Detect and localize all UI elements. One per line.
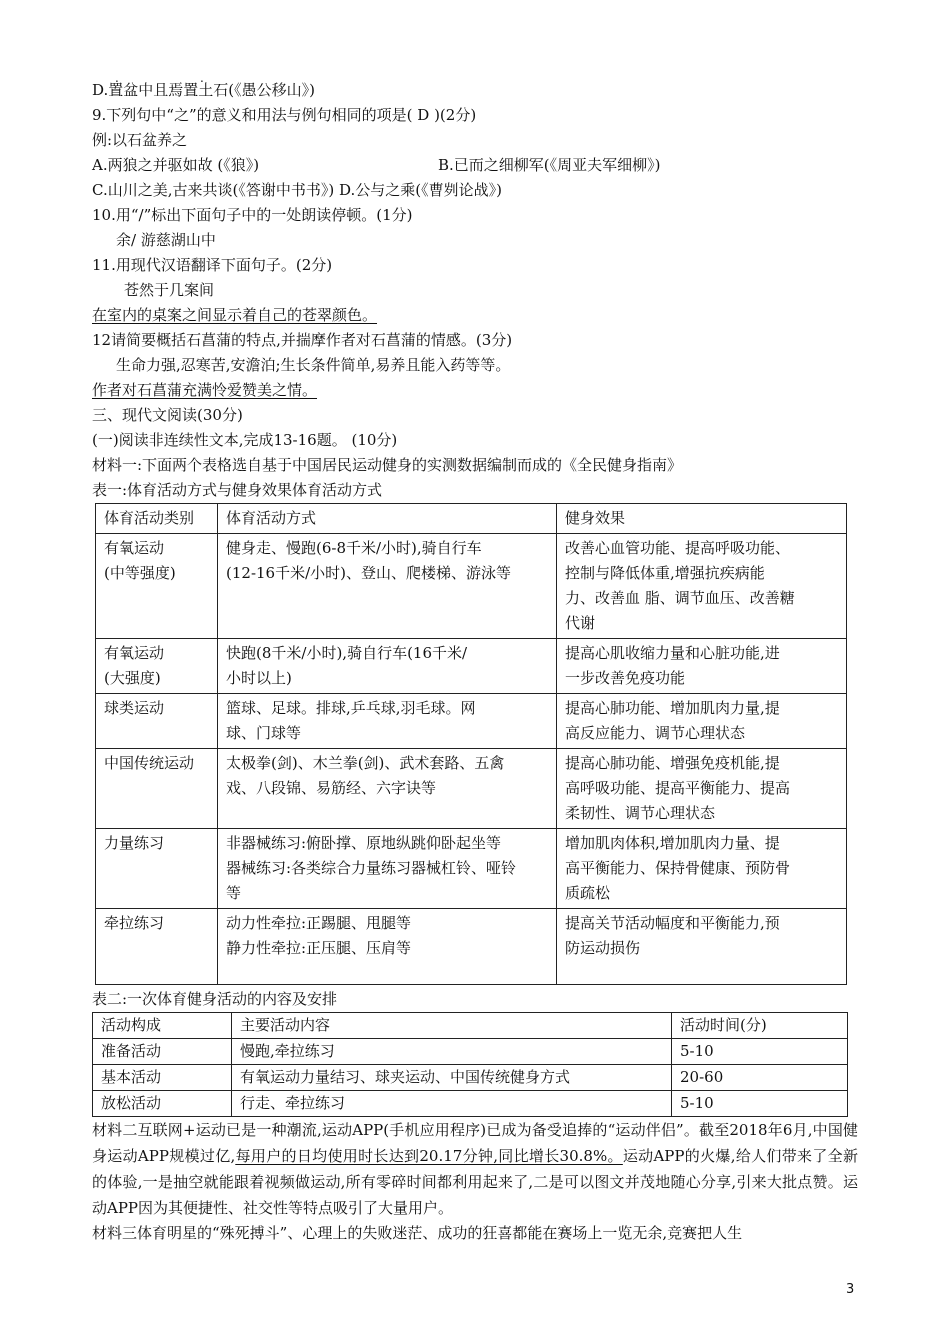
table-cell: 有氧运动 (大强度) <box>96 639 218 694</box>
question-12-answer-2: 作者对石菖蒲充满怜爱赞美之情。 <box>92 381 318 399</box>
document-page <box>92 71 864 1246</box>
table-cell: 基本活动 <box>93 1065 232 1091</box>
material-3-paragraph: 材料三体育明星的“殊死搏斗”、心理上的失败迷茫、成功的狂喜都能在赛场上一览无余,竞赛把人生 <box>92 1224 743 1242</box>
table-cell: 太极拳(剑)、木兰拳(剑)、武术套路、五禽 戏、八段锦、易筋经、六字诀等 <box>218 749 557 829</box>
material-2-paragraph <box>92 1117 858 1221</box>
question-10-answer: 余/ 游慈湖山中 <box>116 231 216 249</box>
table-cell: 非器械练习:俯卧撑、原地纵跳仰卧起坐等 器械练习:各类综合力量练习器械杠铃、哑铃 等 <box>218 829 557 909</box>
table2-header-row <box>93 1013 848 1039</box>
question-11-sentence: 苍然于几案间 <box>124 281 215 299</box>
table-cell: 篮球、足球。排球,乒乓球,羽毛球。网 球、门球等 <box>218 694 557 749</box>
question-11-answer: 在室内的桌案之间显示着自己的苍翠颜色。 <box>92 306 378 324</box>
table-cell: 有氧运动 (中等强度) <box>96 534 218 639</box>
table-cell: 动力性牵拉:正踢腿、甩腿等 静力性牵拉:正压腿、压肩等 <box>218 909 557 985</box>
table-cell: 提高心肺功能、增强免疫机能,提 高呼吸功能、提高平衡能力、提高 柔韧性、调节心理状态 <box>557 749 847 829</box>
table-cell: 行走、牵拉练习 <box>232 1091 672 1117</box>
option-b: B.已而之细柳军(《周亚夫军细柳》) <box>438 156 661 174</box>
table-row <box>93 1065 848 1091</box>
table-row <box>93 1091 848 1117</box>
question-11: 11.用现代汉语翻译下面句子。(2分) <box>92 256 333 274</box>
table-cell: 增加肌肉体积,增加肌肉力量、提 高平衡能力、保持骨健康、预防骨 质疏松 <box>557 829 847 909</box>
table-cell: 球类运动 <box>96 694 218 749</box>
table-cell: 健身走、慢跑(6-8千米/小时),骑自行车 (12-16千米/小时)、登山、爬楼梯、游泳等 <box>218 534 557 639</box>
table-cell: 20-60 <box>672 1065 848 1091</box>
table-header-cell: 体育活动类别 <box>96 504 218 534</box>
table-cell: 快跑(8千米/小时),骑自行车(16千米/ 小时以上) <box>218 639 557 694</box>
example-line: 例:以石盆养之 <box>92 131 188 149</box>
material-2-text-1: 材料二互联网+运动已是一种潮流,运动APP(手机应用程序)已成为备受追捧的“运动伴侣”。截至2018年6月,中国健身运动APP规模过亿, <box>92 1121 858 1165</box>
table-header-cell: 活动构成 <box>93 1013 232 1039</box>
table-header-cell: 主要活动内容 <box>232 1013 672 1039</box>
table-row <box>96 534 847 639</box>
option-d-line: D.置盆中且焉置土石(《愚公移山》) <box>92 81 315 99</box>
table-cell: 改善心血管功能、提高呼吸功能、 控制与降低体重,增强抗疾病能 力、改善血 脂、调节血压、改善糖 代谢 <box>557 534 847 639</box>
table-header-cell: 健身效果 <box>557 504 847 534</box>
material-2-underlined: 每用户的日均使用时长达到20.17分钟,同比增长30.8%。 <box>235 1147 623 1165</box>
subsection-1-heading: (一)阅读非连续性文本,完成13-16题。 (10分) <box>92 431 398 449</box>
table-cell: 提高心肌收缩力量和心脏功能,进 一步改善免疫功能 <box>557 639 847 694</box>
table-cell: 5-10 <box>672 1091 848 1117</box>
table-row <box>96 909 847 985</box>
table-row <box>96 829 847 909</box>
table-cell: 牵拉练习 <box>96 909 218 985</box>
table-1 <box>95 503 847 985</box>
question-10: 10.用“/”标出下面句子中的一处朗读停顿。(1分) <box>92 206 413 224</box>
question-12-answer-1: 生命力强,忍寒苦,安澹泊;生长条件简单,易养且能入药等等。 <box>116 356 511 374</box>
options-ab-row <box>92 153 864 178</box>
table-header-cell: 体育活动方式 <box>218 504 557 534</box>
material-2-text-2: 运动APP的火爆,给人们带来了全新的体验,一是抽空就能跟着视频做运动,所有零碎时间都利用起来了,二是可以图文并茂地随心分享,引来大批点赞。运动APP因为其便捷性、社交性等特点吸引了大量用户。 <box>92 1147 858 1217</box>
table-cell: 中国传统运动 <box>96 749 218 829</box>
table-cell: 有氧运动力量结习、球夹运动、中国传统健身方式 <box>232 1065 672 1091</box>
question-12: 12请简要概括石菖蒲的特点,并揣摩作者对石菖蒲的情感。(3分) <box>92 331 513 349</box>
table-row <box>96 749 847 829</box>
table-cell: 提高心肺功能、增加肌肉力量,提 高反应能力、调节心理状态 <box>557 694 847 749</box>
material-1-intro: 材料一:下面两个表格选自基于中国居民运动健身的实测数据编制而成的《全民健身指南》 <box>92 456 683 474</box>
question-9: 9.下列句中“之”的意义和用法与例句相同的项是( D )(2分) <box>92 106 477 124</box>
table1-header-row <box>96 504 847 534</box>
table-1-title: 表一:体育活动方式与健身效果体育活动方式 <box>92 481 383 499</box>
table-row <box>96 639 847 694</box>
table-cell: 放松活动 <box>93 1091 232 1117</box>
page-number: 3 <box>846 1282 855 1297</box>
table-cell: 5-10 <box>672 1039 848 1065</box>
emphasis-dot: . <box>115 71 119 85</box>
emphasis-dot: . <box>200 71 204 85</box>
option-a: A.两狼之并驱如故 (《狼》) <box>92 156 260 174</box>
table-cell: 准备活动 <box>93 1039 232 1065</box>
table-cell: 慢跑,牵拉练习 <box>232 1039 672 1065</box>
table-row <box>96 694 847 749</box>
table-2-title: 表二:一次体育健身活动的内容及安排 <box>92 990 338 1008</box>
options-cd-row: C.山川之美,古来共谈(《答谢中书书》) D.公与之乘(《曹刿论战》) <box>92 181 502 199</box>
table-cell: 提高关节活动幅度和平衡能力,预 防运动损伤 <box>557 909 847 985</box>
table-row <box>93 1039 848 1065</box>
table-2 <box>92 1012 848 1117</box>
section-3-heading: 三、现代文阅读(30分) <box>92 406 243 424</box>
table-cell: 力量练习 <box>96 829 218 909</box>
table-header-cell: 活动时间(分) <box>672 1013 848 1039</box>
